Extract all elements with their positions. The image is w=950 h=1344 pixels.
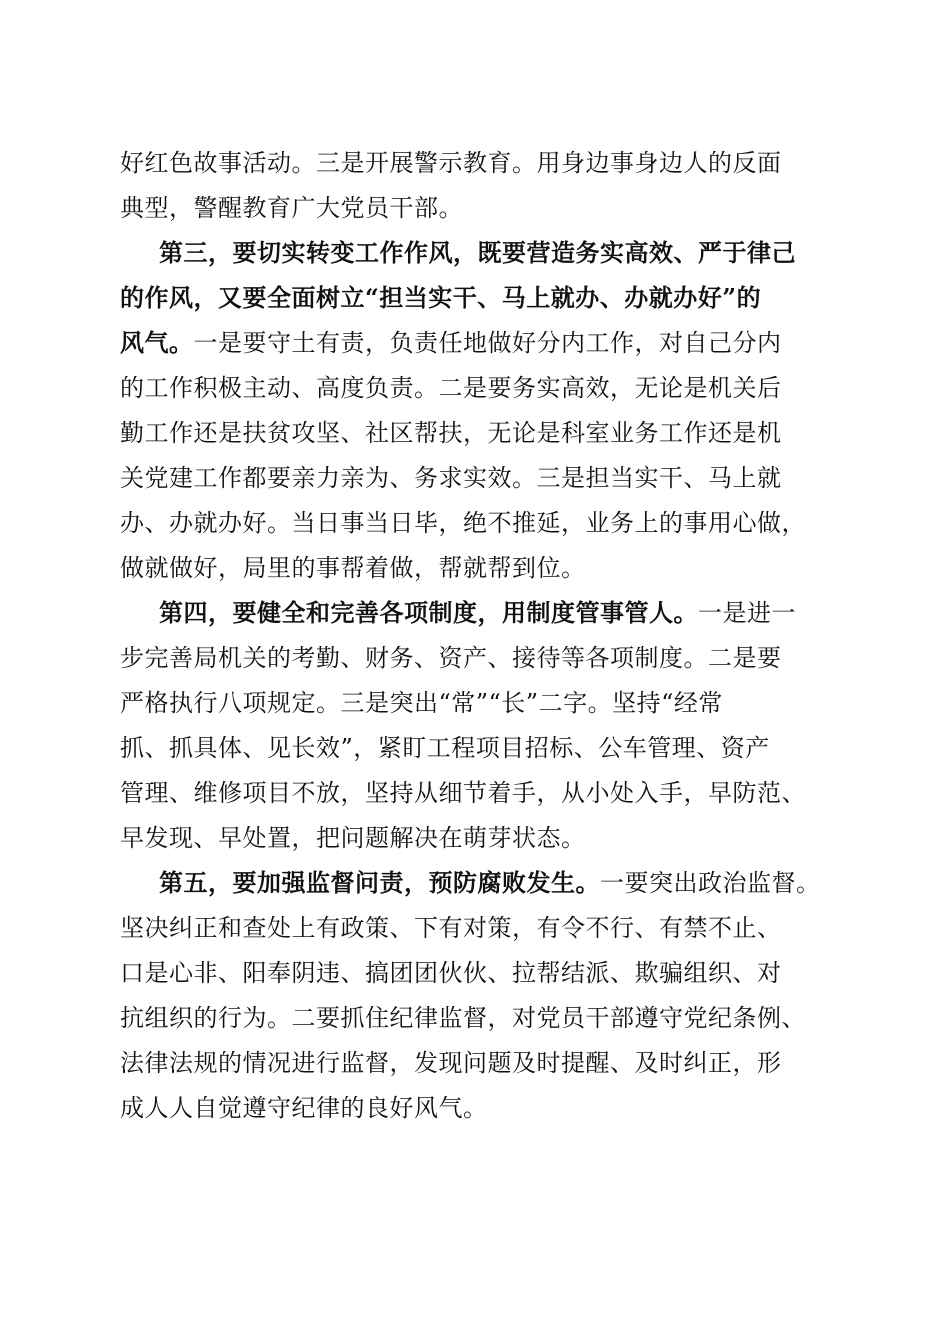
- text-line: 好红色故事活动。三是开展警示教育。用身边事身边人的反面: [120, 149, 782, 177]
- text-line: 法律法规的情况进行监督，发现问题及时提醒、及时纠正，形: [120, 1049, 782, 1077]
- text-line: 抓、抓具体、见长效”，紧盯工程项目招标、公车管理、资产: [120, 734, 770, 762]
- text-line: 抗组织的行为。二要抓住纪律监督，对党员干部遵守党纪条例、: [120, 1004, 806, 1032]
- text-line: 典型，警醒教育广大党员干部。: [120, 194, 463, 222]
- text-line: 管理、维修项目不放，坚持从细节着手，从小处入手，早防范、: [120, 779, 806, 807]
- text-line: 勤工作还是扶贫攻坚、社区帮扶，无论是科室业务工作还是机: [120, 419, 782, 447]
- paragraph-body: 一是要守土有责，负责任地做好分内工作，对自己分内: [193, 329, 782, 357]
- text-line: 严格执行八项规定。三是突出“常”“长”二字。坚持“经常: [120, 689, 723, 717]
- text-line: [159, 868, 821, 897]
- text-line: 口是心非、阳奉阴违、搞团团伙伙、拉帮结派、欺骗组织、对: [120, 959, 782, 987]
- text-line: 做就做好，局里的事帮着做，帮就帮到位。: [120, 554, 586, 582]
- paragraph-heading: 第三，要切实转变工作作风，既要营造务实高效、严于律己: [159, 238, 796, 267]
- text-line: 成人人自觉遵守纪律的良好风气。: [120, 1094, 488, 1122]
- text-line: [159, 598, 796, 627]
- paragraph-heading: 风气。: [120, 328, 194, 357]
- paragraph-body: 一是进一: [698, 599, 796, 627]
- text-line: 坚决纠正和查处上有政策、下有对策，有令不行、有禁不止、: [120, 914, 782, 942]
- text-line: 步完善局机关的考勤、财务、资产、接待等各项制度。二是要: [120, 644, 782, 672]
- text-line: 的工作积极主动、高度负责。二是要务实高效，无论是机关后: [120, 374, 782, 402]
- paragraph-heading: 第五，要加强监督问责，预防腐败发生。: [159, 868, 600, 897]
- text-line: 关党建工作都要亲力亲为、务求实效。三是担当实干、马上就: [120, 464, 782, 492]
- text-line: [120, 283, 762, 312]
- paragraph-body: 一要突出政治监督。: [600, 869, 821, 897]
- text-line: [120, 328, 782, 357]
- text-line: 早发现、早处置，把问题解决在萌芽状态。: [120, 824, 586, 852]
- paragraph-heading: 的作风，又要全面树立“担当实干、马上就办、办就办好”的: [120, 283, 762, 312]
- paragraph-heading: 第四，要健全和完善各项制度，用制度管事管人。: [159, 598, 698, 627]
- text-line: 办、办就办好。当日事当日毕，绝不推延，业务上的事用心做，: [120, 509, 806, 537]
- text-line: [159, 238, 796, 267]
